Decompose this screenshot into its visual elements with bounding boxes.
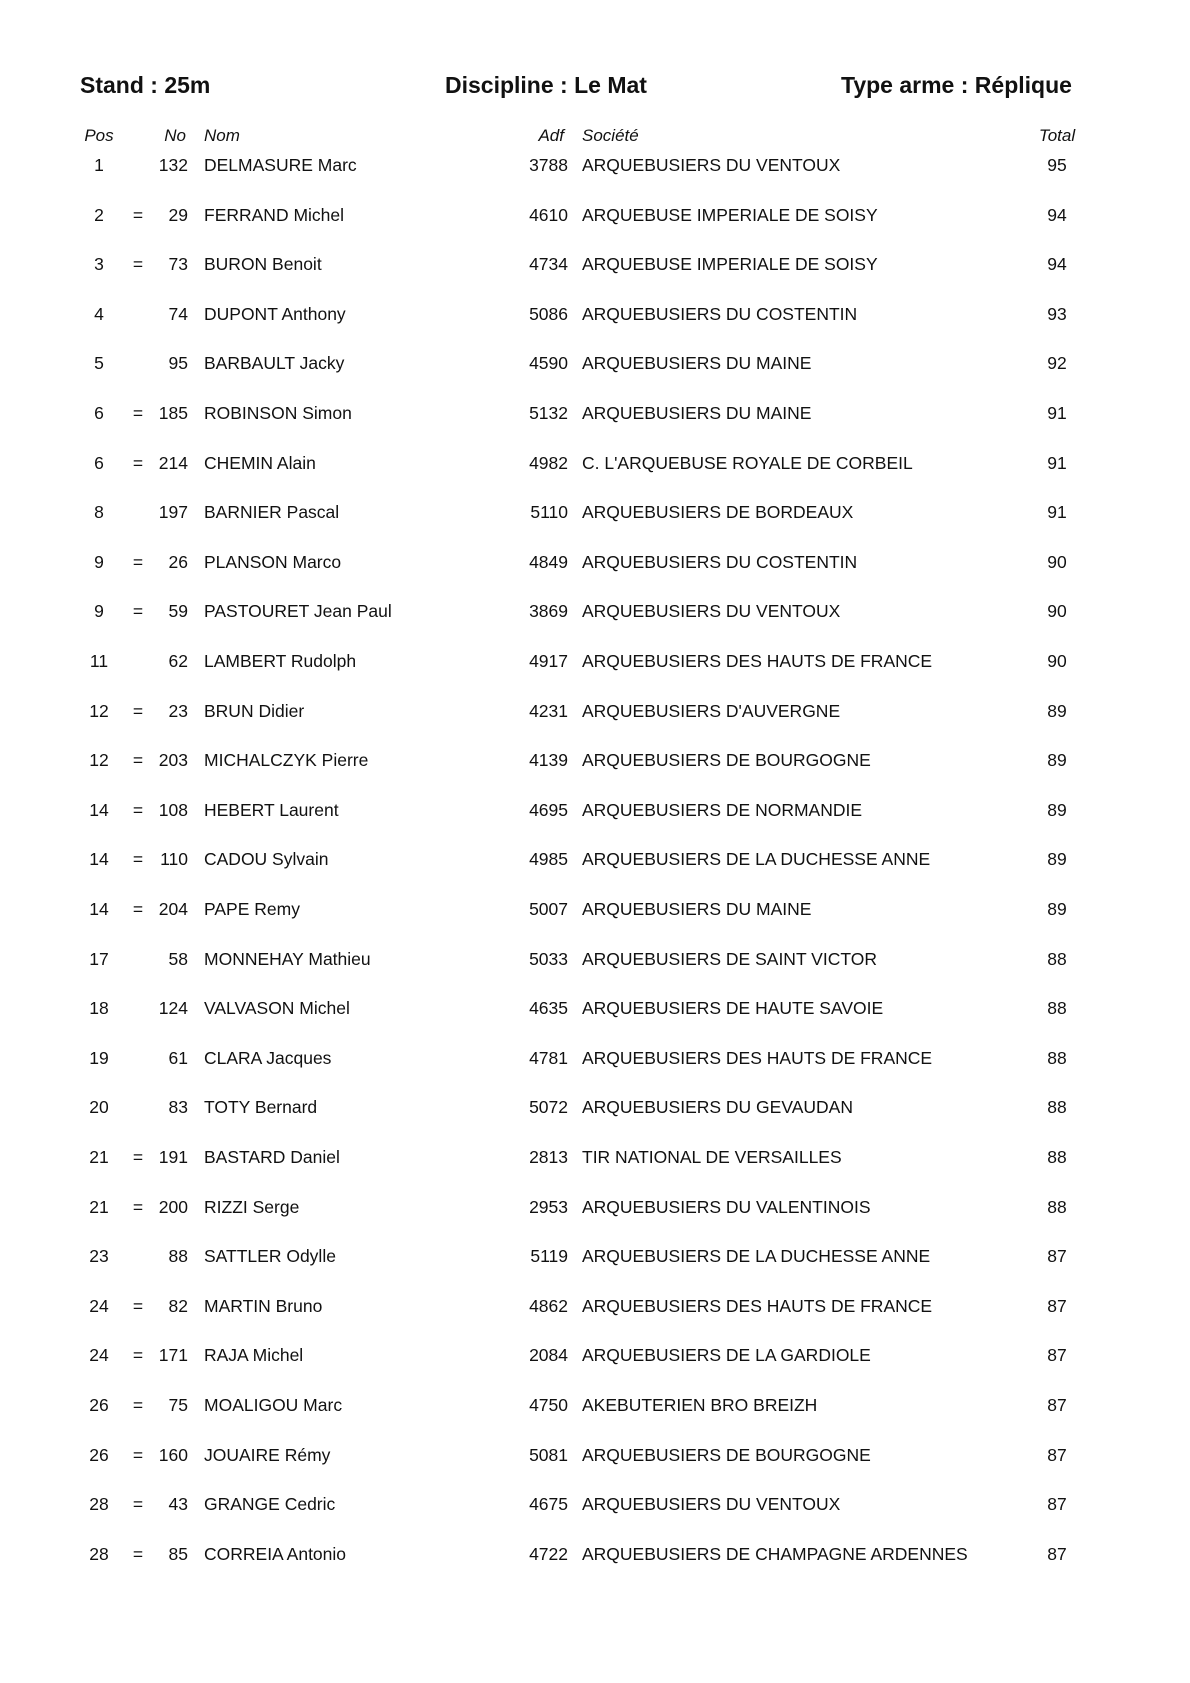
row-pos: 3	[94, 254, 104, 275]
row-adf: 4781	[529, 1047, 568, 1068]
row-name: CHEMIN Alain	[204, 452, 316, 473]
table-row	[0, 651, 1190, 677]
row-name: LAMBERT Rudolph	[204, 651, 357, 671]
row-adf: 5110	[530, 502, 568, 523]
table-row	[0, 453, 1190, 479]
row-societe: ARQUEBUSIERS DU MAINE	[582, 403, 812, 423]
row-name: BARNIER Pascal	[204, 502, 340, 523]
row-societe: ARQUEBUSIERS DU VENTOUX	[582, 601, 841, 622]
row-societe: ARQUEBUSIERS DU VENTOUX	[582, 155, 841, 175]
row-number: 61	[168, 1047, 188, 1068]
row-total: 87	[1047, 1295, 1067, 1316]
row-name: BURON Benoit	[204, 254, 322, 275]
row-pos: 24	[89, 1295, 109, 1316]
table-row	[0, 1048, 1190, 1074]
row-tie-marker: =	[132, 1494, 144, 1515]
row-societe: TIR NATIONAL DE VERSAILLES	[582, 1147, 842, 1167]
row-tie-marker: =	[132, 1345, 144, 1366]
row-pos: 21	[89, 1196, 109, 1217]
row-name: RIZZI Serge	[204, 1196, 300, 1217]
row-number: 62	[168, 651, 188, 671]
table-row	[0, 1345, 1190, 1371]
row-name: HEBERT Laurent	[204, 799, 339, 820]
row-pos: 2	[94, 204, 104, 225]
weapon-type-title: Type arme : Réplique	[841, 72, 1072, 98]
row-adf: 4750	[529, 1395, 568, 1415]
row-pos: 6	[94, 403, 104, 423]
row-adf: 5132	[529, 403, 568, 423]
row-total: 87	[1047, 1444, 1067, 1465]
row-name: DUPONT Anthony	[204, 303, 346, 324]
row-number: 203	[158, 750, 188, 771]
row-pos: 17	[89, 948, 109, 969]
table-row	[0, 1147, 1190, 1173]
row-adf: 4139	[529, 750, 568, 771]
row-tie-marker: =	[132, 1395, 144, 1415]
table-row	[0, 601, 1190, 627]
table-row	[0, 502, 1190, 528]
row-societe: ARQUEBUSIERS DE CHAMPAGNE ARDENNES	[582, 1543, 968, 1564]
row-name: PLANSON Marco	[204, 551, 342, 572]
row-number: 214	[158, 452, 188, 473]
row-adf: 5119	[530, 1246, 568, 1267]
row-number: 197	[158, 502, 188, 523]
row-adf: 4675	[529, 1494, 568, 1515]
row-name: CADOU Sylvain	[204, 849, 329, 870]
row-total: 89	[1047, 849, 1067, 870]
row-tie-marker: =	[132, 551, 144, 572]
row-number: 200	[158, 1196, 188, 1217]
row-societe: ARQUEBUSIERS DE NORMANDIE	[582, 799, 863, 820]
row-pos: 28	[89, 1494, 109, 1515]
row-tie-marker: =	[132, 452, 144, 473]
row-pos: 21	[89, 1147, 109, 1167]
table-row	[0, 899, 1190, 925]
row-number: 29	[168, 204, 188, 225]
row-societe: AKEBUTERIEN BRO BREIZH	[582, 1395, 818, 1415]
row-adf: 4982	[529, 452, 568, 473]
table-row	[0, 1395, 1190, 1421]
row-number: 74	[168, 303, 188, 324]
row-number: 95	[168, 353, 188, 374]
row-adf: 5081	[529, 1444, 568, 1465]
table-row	[0, 949, 1190, 975]
row-number: 26	[168, 551, 188, 572]
row-total: 88	[1047, 1147, 1067, 1167]
row-tie-marker: =	[132, 1295, 144, 1316]
row-tie-marker: =	[132, 601, 144, 622]
row-pos: 9	[94, 551, 104, 572]
row-societe: ARQUEBUSIERS DU COSTENTIN	[582, 303, 858, 324]
table-row	[0, 800, 1190, 826]
row-societe: ARQUEBUSIERS DU GEVAUDAN	[582, 1097, 853, 1118]
row-name: MARTIN Bruno	[204, 1295, 323, 1316]
row-societe: ARQUEBUSIERS DE LA DUCHESSE ANNE	[582, 849, 931, 870]
row-pos: 8	[94, 502, 104, 523]
row-name: PAPE Remy	[204, 899, 300, 919]
row-total: 87	[1047, 1543, 1067, 1564]
row-pos: 12	[89, 700, 109, 721]
row-name: GRANGE Cedric	[204, 1494, 336, 1515]
row-adf: 5033	[529, 948, 568, 969]
row-name: RAJA Michel	[204, 1345, 304, 1366]
row-name: SATTLER Odylle	[204, 1246, 336, 1267]
row-societe: ARQUEBUSE IMPERIALE DE SOISY	[582, 204, 878, 225]
row-number: 73	[168, 254, 188, 275]
row-number: 82	[168, 1295, 188, 1316]
table-row	[0, 1544, 1190, 1570]
row-total: 89	[1047, 700, 1067, 721]
row-tie-marker: =	[132, 750, 144, 771]
row-pos: 24	[89, 1345, 109, 1366]
row-tie-marker: =	[132, 403, 144, 423]
row-name: ROBINSON Simon	[204, 403, 352, 423]
row-pos: 4	[94, 303, 104, 324]
row-total: 87	[1047, 1345, 1067, 1366]
row-name: MICHALCZYK Pierre	[204, 750, 369, 771]
row-adf: 3869	[529, 601, 568, 622]
row-societe: ARQUEBUSIERS DE BOURGOGNE	[582, 750, 871, 771]
row-number: 43	[168, 1494, 188, 1515]
row-tie-marker: =	[132, 1543, 144, 1564]
row-pos: 11	[89, 651, 109, 671]
row-total: 89	[1047, 750, 1067, 771]
row-total: 88	[1047, 1097, 1067, 1118]
row-pos: 6	[94, 452, 104, 473]
row-societe: ARQUEBUSIERS DE LA GARDIOLE	[582, 1345, 871, 1366]
row-number: 160	[158, 1444, 188, 1465]
row-adf: 4610	[529, 204, 568, 225]
stand-title: Stand : 25m	[80, 72, 211, 98]
row-adf: 4862	[529, 1295, 568, 1316]
row-number: 23	[168, 700, 188, 721]
row-total: 91	[1047, 452, 1067, 473]
row-number: 59	[168, 601, 188, 622]
row-adf: 4917	[529, 651, 568, 671]
table-row	[0, 552, 1190, 578]
row-pos: 18	[89, 998, 109, 1019]
row-pos: 14	[89, 799, 109, 820]
row-societe: ARQUEBUSIERS DE LA DUCHESSE ANNE	[582, 1246, 931, 1267]
row-societe: ARQUEBUSIERS D'AUVERGNE	[582, 700, 841, 721]
row-pos: 5	[94, 353, 104, 374]
row-total: 89	[1047, 899, 1067, 919]
row-adf: 4590	[529, 353, 568, 374]
table-row	[0, 1197, 1190, 1223]
row-total: 88	[1047, 948, 1067, 969]
row-number: 85	[168, 1543, 188, 1564]
row-name: PASTOURET Jean Paul	[204, 601, 392, 622]
row-total: 91	[1047, 502, 1067, 523]
row-number: 58	[168, 948, 188, 969]
row-number: 124	[158, 998, 188, 1019]
row-adf: 2953	[529, 1196, 568, 1217]
row-tie-marker: =	[132, 254, 144, 275]
row-name: TOTY Bernard	[204, 1097, 318, 1118]
row-societe: ARQUEBUSIERS DE HAUTE SAVOIE	[582, 998, 884, 1019]
row-total: 88	[1047, 1047, 1067, 1068]
row-total: 94	[1047, 254, 1067, 275]
row-number: 110	[160, 849, 188, 870]
row-societe: ARQUEBUSIERS DU COSTENTIN	[582, 551, 858, 572]
row-pos: 20	[89, 1097, 109, 1118]
table-row	[0, 1246, 1190, 1272]
row-total: 90	[1047, 651, 1067, 671]
row-number: 171	[158, 1345, 188, 1366]
row-tie-marker: =	[132, 1444, 144, 1465]
row-total: 90	[1047, 601, 1067, 622]
table-row	[0, 1296, 1190, 1322]
row-pos: 19	[89, 1047, 109, 1068]
row-total: 90	[1047, 551, 1067, 572]
table-row	[0, 1445, 1190, 1471]
row-societe: ARQUEBUSIERS DES HAUTS DE FRANCE	[582, 651, 933, 671]
row-adf: 4734	[529, 254, 568, 275]
row-societe: ARQUEBUSIERS DU MAINE	[582, 353, 812, 374]
row-pos: 9	[94, 601, 104, 622]
row-name: MOALIGOU Marc	[204, 1395, 343, 1415]
row-number: 75	[168, 1395, 188, 1415]
row-adf: 5007	[529, 899, 568, 919]
row-tie-marker: =	[132, 1196, 144, 1217]
row-adf: 4231	[529, 700, 568, 721]
row-adf: 5072	[529, 1097, 568, 1118]
table-row	[0, 1494, 1190, 1520]
row-pos: 1	[94, 155, 104, 175]
row-number: 191	[158, 1147, 188, 1167]
row-total: 89	[1047, 799, 1067, 820]
table-row	[0, 701, 1190, 727]
row-name: MONNEHAY Mathieu	[204, 948, 371, 969]
row-societe: ARQUEBUSIERS DU VENTOUX	[582, 1494, 841, 1515]
row-total: 87	[1047, 1395, 1067, 1415]
row-pos: 14	[89, 899, 109, 919]
row-total: 87	[1047, 1494, 1067, 1515]
row-pos: 28	[89, 1543, 109, 1564]
row-tie-marker: =	[132, 204, 144, 225]
row-name: CORREIA Antonio	[204, 1543, 347, 1564]
row-total: 95	[1047, 155, 1067, 175]
row-pos: 26	[89, 1395, 109, 1415]
row-adf: 4722	[529, 1543, 568, 1564]
table-row	[0, 353, 1190, 379]
column-header-nom: Nom	[204, 126, 240, 145]
row-name: CLARA Jacques	[204, 1047, 332, 1068]
row-name: BRUN Didier	[204, 700, 305, 721]
row-tie-marker: =	[132, 799, 144, 820]
row-societe: ARQUEBUSIERS DU MAINE	[582, 899, 812, 919]
row-name: DELMASURE Marc	[204, 155, 357, 175]
column-header-no: No	[164, 126, 186, 145]
row-adf: 4985	[529, 849, 568, 870]
row-tie-marker: =	[132, 849, 144, 870]
column-header-societe: Société	[582, 126, 639, 145]
row-societe: ARQUEBUSIERS DES HAUTS DE FRANCE	[582, 1295, 933, 1316]
row-societe: ARQUEBUSIERS DES HAUTS DE FRANCE	[582, 1047, 933, 1068]
row-societe: ARQUEBUSE IMPERIALE DE SOISY	[582, 254, 878, 275]
row-number: 108	[158, 799, 188, 820]
row-number: 132	[158, 155, 188, 175]
row-pos: 23	[89, 1246, 109, 1267]
table-row	[0, 998, 1190, 1024]
row-adf: 5086	[529, 303, 568, 324]
row-societe: ARQUEBUSIERS DE BOURGOGNE	[582, 1444, 871, 1465]
row-tie-marker: =	[132, 899, 144, 919]
row-number: 88	[168, 1246, 188, 1267]
row-societe: ARQUEBUSIERS DU VALENTINOIS	[582, 1196, 871, 1217]
row-adf: 2813	[529, 1147, 568, 1167]
column-header-pos: Pos	[84, 126, 114, 145]
row-name: BARBAULT Jacky	[204, 353, 345, 374]
table-row	[0, 849, 1190, 875]
row-adf: 2084	[529, 1345, 568, 1366]
row-total: 88	[1047, 1196, 1067, 1217]
row-number: 83	[168, 1097, 188, 1118]
table-row	[0, 254, 1190, 280]
row-societe: ARQUEBUSIERS DE SAINT VICTOR	[582, 948, 877, 969]
table-row	[0, 750, 1190, 776]
row-number: 204	[158, 899, 188, 919]
column-header-total: Total	[1038, 126, 1076, 145]
row-pos: 14	[89, 849, 109, 870]
row-adf: 4695	[529, 799, 568, 820]
row-adf: 3788	[529, 155, 568, 175]
row-name: FERRAND Michel	[204, 204, 345, 225]
row-name: JOUAIRE Rémy	[204, 1444, 331, 1465]
row-societe: ARQUEBUSIERS DE BORDEAUX	[582, 502, 854, 523]
row-adf: 4849	[529, 551, 568, 572]
table-row	[0, 304, 1190, 330]
row-tie-marker: =	[132, 1147, 144, 1167]
row-total: 88	[1047, 998, 1067, 1019]
row-societe: C. L'ARQUEBUSE ROYALE DE CORBEIL	[582, 452, 913, 473]
row-tie-marker: =	[132, 700, 144, 721]
row-name: BASTARD Daniel	[204, 1147, 340, 1167]
discipline-title: Discipline : Le Mat	[445, 72, 647, 98]
row-name: VALVASON Michel	[204, 998, 350, 1019]
table-row	[0, 1097, 1190, 1123]
row-total: 91	[1047, 403, 1067, 423]
row-total: 93	[1047, 303, 1067, 324]
table-row	[0, 155, 1190, 181]
row-pos: 26	[89, 1444, 109, 1465]
row-total: 92	[1047, 353, 1067, 374]
row-pos: 12	[89, 750, 109, 771]
row-total: 87	[1047, 1246, 1067, 1267]
table-row	[0, 403, 1190, 429]
row-adf: 4635	[529, 998, 568, 1019]
column-header-adf: Adf	[538, 126, 564, 145]
row-number: 185	[158, 403, 188, 423]
table-row	[0, 205, 1190, 231]
row-total: 94	[1047, 204, 1067, 225]
